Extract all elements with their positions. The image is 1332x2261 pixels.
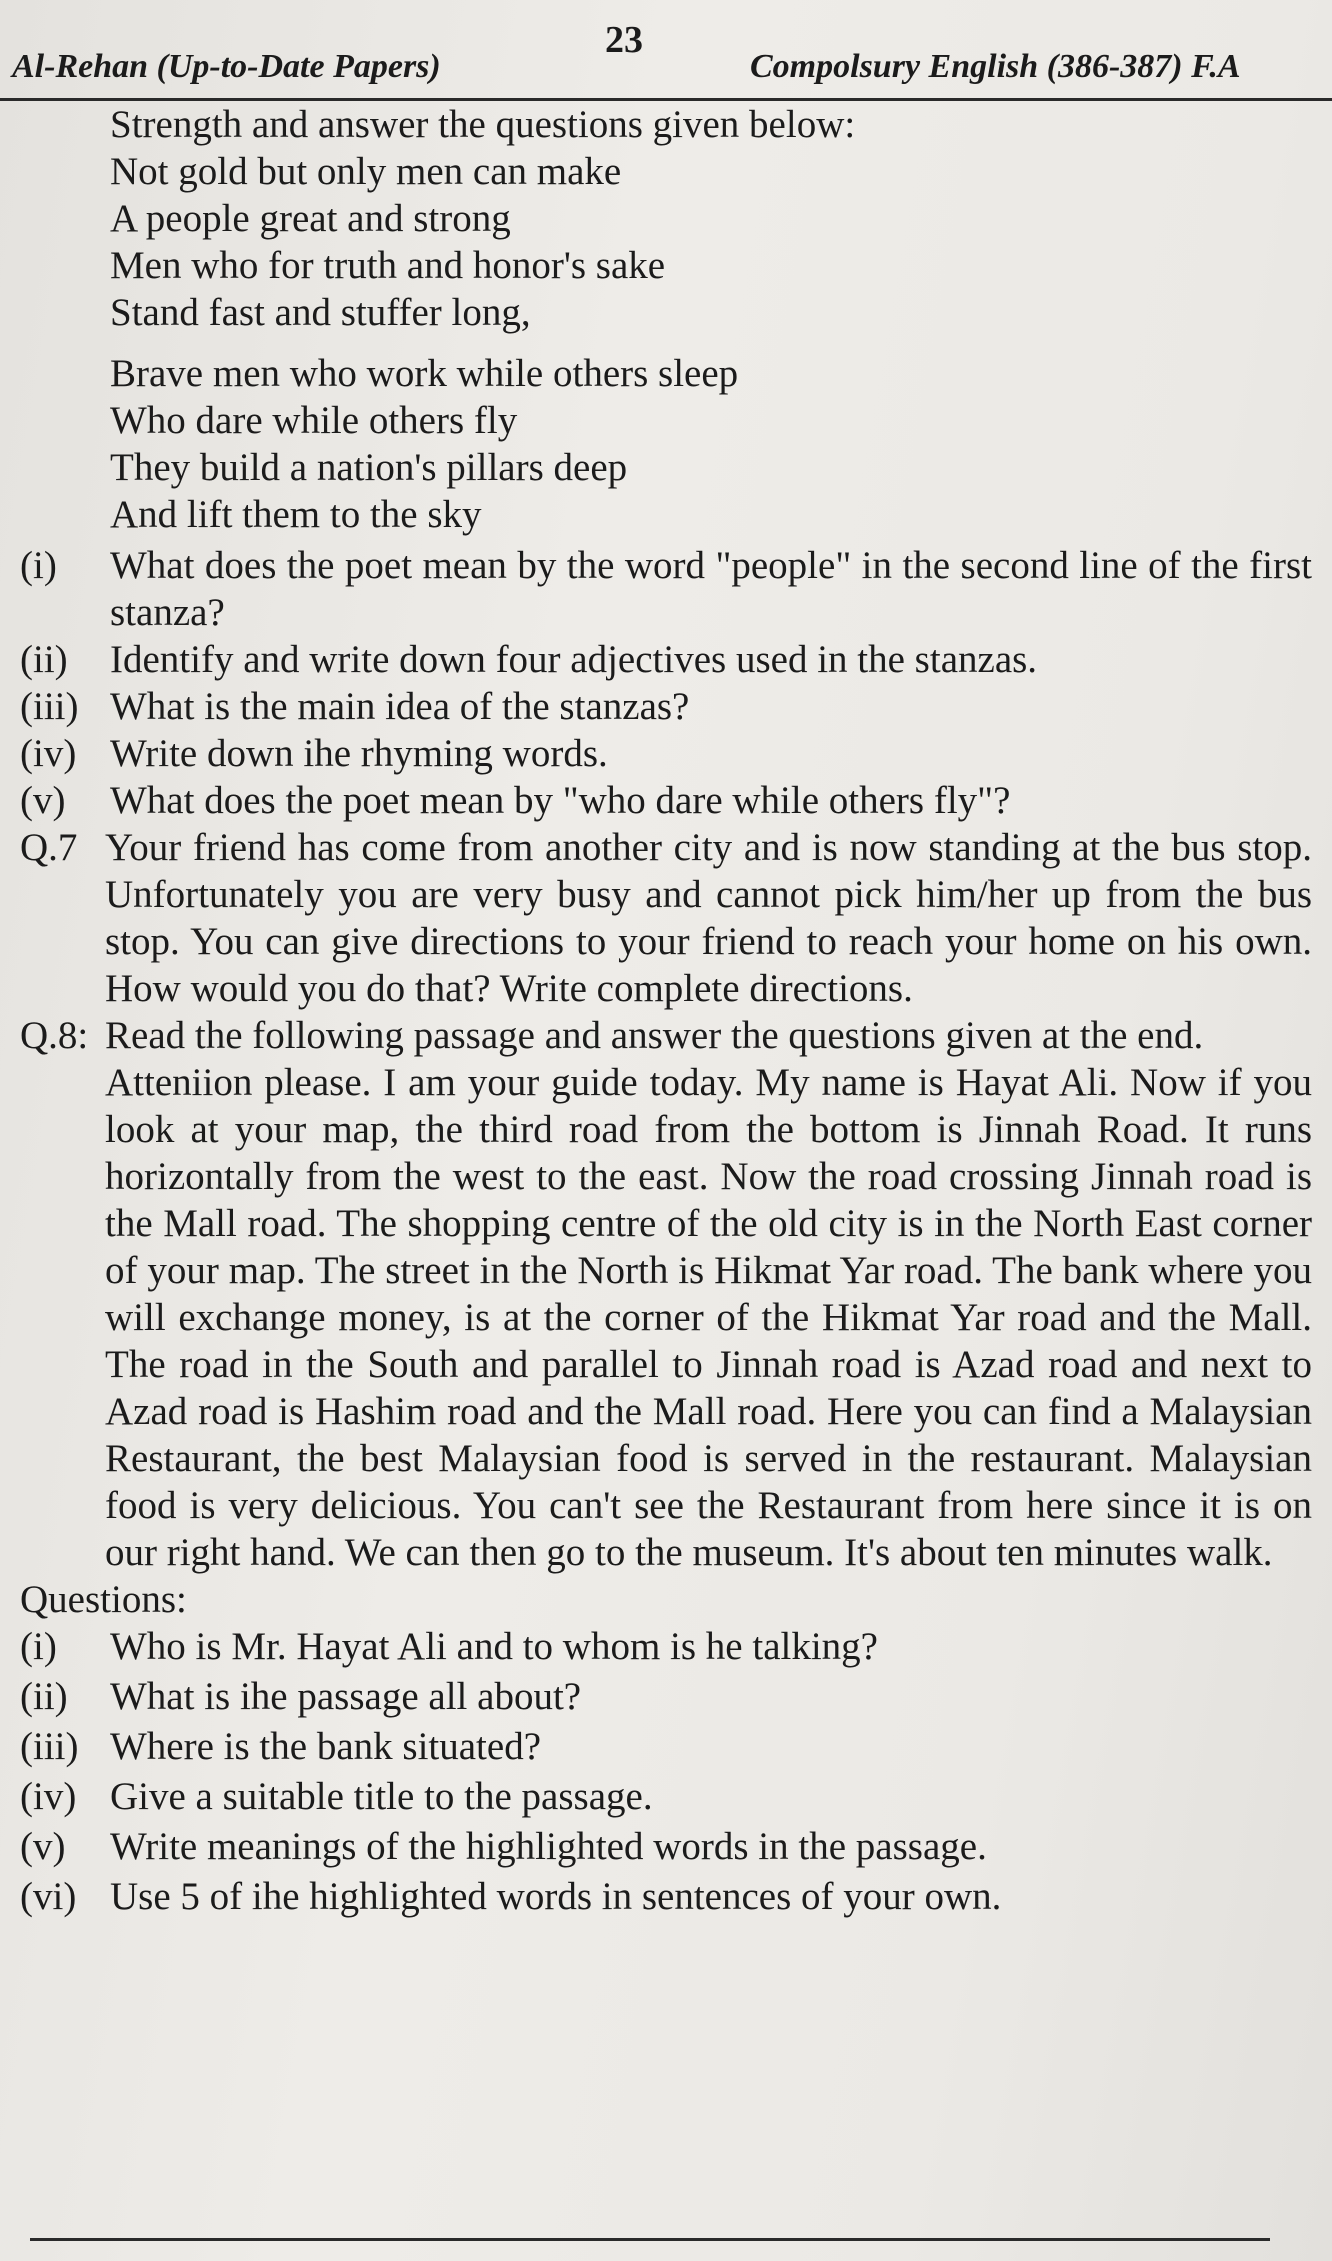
question-text: What is the main idea of the stanzas? bbox=[110, 685, 690, 728]
poem-line: Who dare while others fly bbox=[110, 399, 518, 442]
question-item bbox=[0, 1723, 1332, 1773]
question-item bbox=[0, 636, 1332, 683]
question-number: (i) bbox=[20, 544, 57, 587]
poem-questions bbox=[0, 542, 1332, 824]
questions-heading: Questions: bbox=[20, 1578, 187, 1621]
poem-line: A people great and strong bbox=[110, 197, 511, 240]
question-number: (v) bbox=[20, 1825, 66, 1868]
question-number: Q.7 bbox=[20, 826, 78, 869]
question-number: Q.8: bbox=[20, 1014, 89, 1057]
question-item bbox=[0, 777, 1332, 824]
question-text: Give a suitable title to the passage. bbox=[110, 1775, 653, 1818]
question-number: (ii) bbox=[20, 638, 68, 681]
question-text: Write down ihe rhyming words. bbox=[110, 732, 608, 775]
poem-line: And lift them to the sky bbox=[110, 493, 482, 536]
poem-line: Brave men who work while others sleep bbox=[110, 352, 739, 395]
question-item bbox=[0, 1823, 1332, 1873]
question-number: (ii) bbox=[20, 1675, 68, 1718]
header-subject: Compolsury English (386-387) F.A bbox=[750, 48, 1241, 85]
question-number: (iii) bbox=[20, 685, 79, 728]
passage-questions bbox=[0, 1623, 1332, 1923]
page-number: 23 bbox=[605, 19, 643, 61]
reading-passage: Atteniion please. I am your guide today. My name is Hayat Ali. Now if you look at your map, the third road from the bottom is Jinnah Road. It runs horizontally from the west to the east. Now the road crossing Jinnah road is the Mall road. The shopping centre of the old city is in the North East corner of your map. The street in the North is Hikmat Yar road. The bank where you will exchange money, is at the corner of the Hikmat Yar road and the Mall. The road in the South and parallel to Jinnah road is Azad road and next to Azad road is Hashim road and the Mall road. Here you can find a Malaysian Restaurant, the best Malaysian food is served in the restaurant. Malaysian food is very delicious. You can't see the Restaurant from here since it is on our right hand. We can then go to the museum. It's about ten minutes walk. bbox=[105, 1061, 1312, 1574]
poem-line: Not gold but only men can make bbox=[110, 150, 622, 193]
question-number: (iv) bbox=[20, 1775, 77, 1818]
question-item bbox=[0, 1873, 1332, 1923]
question-item bbox=[0, 730, 1332, 777]
question-text: Read the following passage and answer the questions given at the end. bbox=[105, 1014, 1204, 1057]
intro-line: Strength and answer the questions given below: bbox=[110, 103, 856, 146]
question-item bbox=[0, 1623, 1332, 1673]
question-number: (iv) bbox=[20, 732, 77, 775]
question-item bbox=[0, 1673, 1332, 1723]
page-content bbox=[0, 101, 1332, 1923]
question-text: Where is the bank situated? bbox=[110, 1725, 541, 1768]
question-text: Who is Mr. Hayat Ali and to whom is he talking? bbox=[110, 1625, 878, 1668]
question-text: Use 5 of ihe highlighted words in sentences of your own. bbox=[110, 1875, 1002, 1918]
question-text: What does the poet mean by the word "people" in the second line of the first stanza? bbox=[110, 544, 1312, 634]
question-item bbox=[0, 683, 1332, 730]
question-number: (v) bbox=[20, 779, 66, 822]
question-text: Your friend has come from another city and is now standing at the bus stop. Unfortunately you are very busy and cannot pick him/her up from the bus stop. You can give directions to your friend to reach your home on his own. How would you do that? Write complete directions. bbox=[105, 826, 1312, 1010]
poem-stanza-2 bbox=[0, 350, 1332, 538]
question-8 bbox=[0, 1012, 1332, 1059]
question-number: (iii) bbox=[20, 1725, 79, 1768]
question-item bbox=[0, 1773, 1332, 1823]
footer-rule bbox=[30, 2238, 1270, 2241]
question-text: What does the poet mean by "who dare while others fly"? bbox=[110, 779, 1011, 822]
poem-line: They build a nation's pillars deep bbox=[110, 446, 628, 489]
question-7 bbox=[0, 824, 1332, 1012]
page-header bbox=[0, 0, 1332, 115]
poem-stanza-1 bbox=[0, 148, 1332, 336]
question-item bbox=[0, 542, 1332, 636]
question-text: Write meanings of the highlighted words in the passage. bbox=[110, 1825, 987, 1868]
question-text: What is ihe passage all about? bbox=[110, 1675, 582, 1718]
poem-line: Men who for truth and honor's sake bbox=[110, 244, 666, 287]
question-number: (i) bbox=[20, 1625, 57, 1668]
poem-line: Stand fast and stuffer long, bbox=[110, 291, 531, 334]
header-book-title: Al-Rehan (Up-to-Date Papers) bbox=[12, 48, 441, 85]
question-number: (vi) bbox=[20, 1875, 77, 1918]
question-text: Identify and write down four adjectives used in the stanzas. bbox=[110, 638, 1038, 681]
